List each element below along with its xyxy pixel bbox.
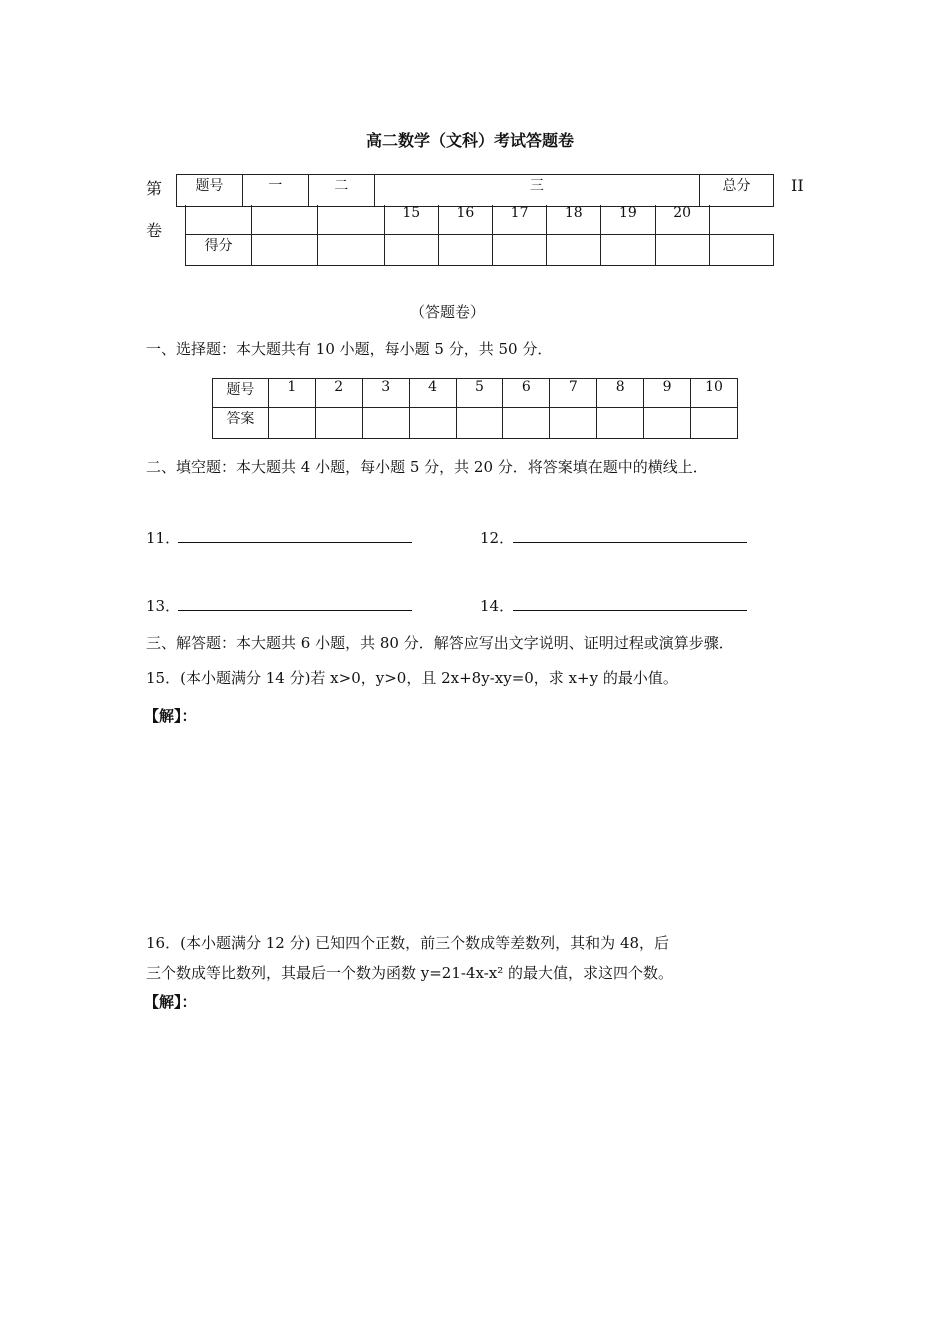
question-number-15: 15 [384, 205, 438, 234]
answer-row-label-number: 题号 [213, 379, 269, 408]
header-cell-number: 题号 [177, 175, 243, 207]
score-cell [318, 234, 384, 265]
score-cell [438, 234, 492, 265]
blank-line-14[interactable] [513, 610, 747, 611]
question-16-text-line2: 三个数成等比数列，其最后一个数为函数 y=21-4x-x² 的最大值，求这四个数。 [146, 964, 674, 982]
score-cell [655, 234, 709, 265]
header-cell-two: 二 [308, 175, 374, 207]
score-cell [252, 234, 318, 265]
answer-input-cell[interactable] [362, 408, 409, 439]
answer-col-number: 2 [315, 379, 362, 408]
answer-col-number: 3 [362, 379, 409, 408]
question-number-16: 16 [438, 205, 492, 234]
answer-col-number: 10 [691, 379, 738, 408]
section3-heading: 三、解答题：本大题共 6 小题，共 80 分．解答应写出文字说明、证明过程或演算步骤． [146, 634, 734, 652]
section1-heading: 一、选择题：本大题共有 10 小题，每小题 5 分，共 50 分． [146, 340, 553, 358]
question-15-answer-label: 【解】： [144, 707, 197, 725]
subtitle: （答题卷） [410, 303, 486, 321]
blank-line-13[interactable] [178, 610, 412, 611]
question-16-text-line1: 16．(本小题满分 12 分) 已知四个正数，前三个数成等差数列，其和为 48，后 [146, 934, 670, 952]
score-cell [252, 205, 318, 234]
answer-input-cell[interactable] [691, 408, 738, 439]
blank-label-11: 11． [146, 529, 181, 547]
answer-input-cell[interactable] [315, 408, 362, 439]
answer-col-number: 5 [456, 379, 503, 408]
answer-input-cell[interactable] [597, 408, 644, 439]
score-cell [547, 234, 601, 265]
answer-col-number: 1 [268, 379, 315, 408]
side-label-top: 第 [146, 179, 163, 198]
question-number-17: 17 [493, 205, 547, 234]
answer-col-number: 6 [503, 379, 550, 408]
blank-label-13: 13． [146, 597, 181, 615]
score-label: 得分 [186, 234, 252, 265]
score-cell [384, 234, 438, 265]
header-cell-one: 一 [242, 175, 308, 207]
section2-heading: 二、填空题：本大题共 4 小题，每小题 5 分，共 20 分．将答案填在题中的横线上． [146, 458, 708, 476]
answer-input-cell[interactable] [409, 408, 456, 439]
question-number-19: 19 [601, 205, 655, 234]
answer-col-number: 7 [550, 379, 597, 408]
answer-row-label-answer: 答案 [213, 408, 269, 439]
score-cell [709, 205, 773, 234]
score-cell [601, 234, 655, 265]
answer-col-number: 9 [644, 379, 691, 408]
score-cell [186, 205, 252, 234]
header-cell-three: 三 [374, 175, 699, 207]
answer-col-number: 4 [409, 379, 456, 408]
page-title: 高二数学（文科）考试答题卷 [366, 131, 575, 150]
answer-input-cell[interactable] [456, 408, 503, 439]
answer-table [212, 378, 738, 439]
side-label-right: II [791, 176, 804, 195]
question-number-18: 18 [547, 205, 601, 234]
blank-line-11[interactable] [178, 542, 412, 543]
score-header-table [176, 174, 774, 207]
answer-input-cell[interactable] [268, 408, 315, 439]
question-16-answer-label: 【解】： [144, 993, 197, 1011]
score-cell [318, 205, 384, 234]
blank-line-12[interactable] [513, 542, 747, 543]
answer-input-cell[interactable] [503, 408, 550, 439]
answer-col-number: 8 [597, 379, 644, 408]
question-number-20: 20 [655, 205, 709, 234]
answer-input-cell[interactable] [644, 408, 691, 439]
score-cell [709, 234, 773, 265]
question-15-text: 15．(本小题满分 14 分)若 x>0，y>0，且 2x+8y-xy=0，求 x+y 的最小值。 [146, 669, 678, 687]
blank-label-12: 12． [480, 529, 515, 547]
header-cell-total: 总分 [700, 175, 774, 207]
score-cell [493, 234, 547, 265]
answer-input-cell[interactable] [550, 408, 597, 439]
side-label-bottom: 卷 [146, 221, 163, 240]
score-body-table [185, 205, 774, 266]
blank-label-14: 14． [480, 597, 515, 615]
